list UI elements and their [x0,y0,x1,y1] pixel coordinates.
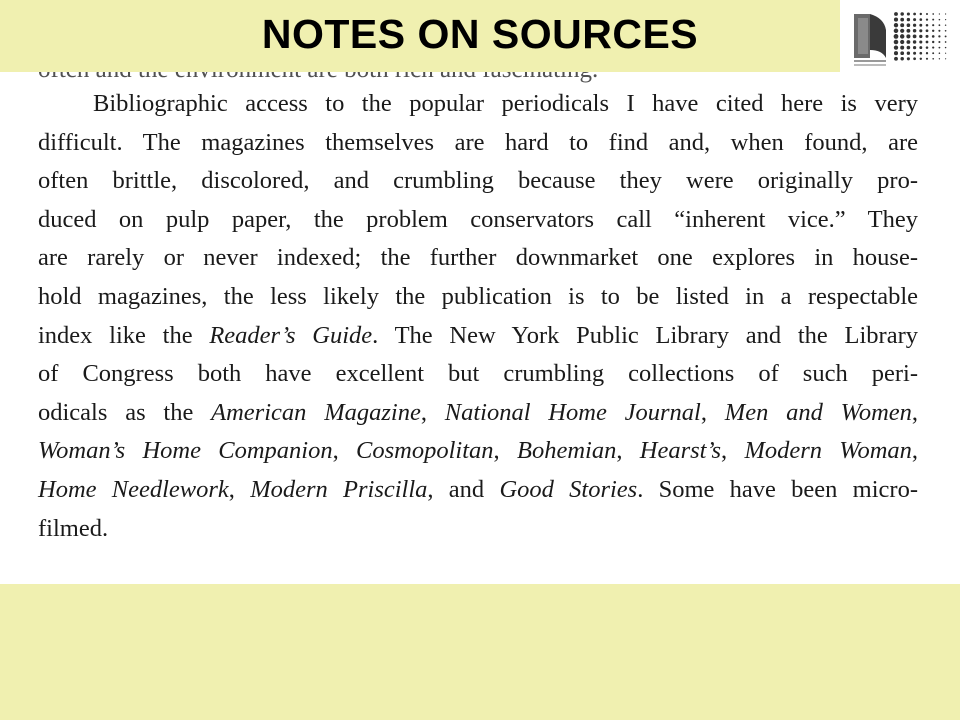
text-segment: , [493,437,517,465]
text-segment: , [911,398,919,426]
italic-title: Men and Women [724,398,912,426]
text-line [38,85,918,124]
italic-title: Woman’s Home Companion [38,437,333,465]
scanned-paragraph [38,85,918,548]
text-line [38,239,918,278]
text-segment: , [228,475,251,503]
text-segment: , [332,437,357,465]
text-segment: Bibliographic access to the popular periodicals I have cited here is very [93,90,918,117]
text-line [38,510,918,549]
text-line [38,355,918,394]
text-line [38,471,918,510]
italic-title: Home Needlework [38,475,229,503]
text-segment: . Some have been micro- [637,475,918,503]
italic-title: Hearst’s [639,437,721,465]
text-line [38,278,918,317]
text-segment: duced on pulp paper, the problem conservators call “inherent vice.” They [38,205,918,233]
italic-title: Reader’s Guide [209,321,373,349]
text-line [38,317,918,356]
text-segment: , [420,398,445,426]
text-segment: often brittle, discolored, and crumbling because they were originally pro- [38,167,918,195]
text-line [38,162,918,201]
text-segment: , [616,437,640,465]
italic-title: Cosmopolitan [356,437,494,465]
text-segment: . The New York Public Library and the Library [372,321,918,349]
italic-title: Modern Woman [744,437,912,465]
text-segment: of Congress both have excellent but crumbling collections of such peri- [38,360,918,388]
italic-title: National Home Journal [444,398,701,426]
text-line [38,432,918,471]
text-line [38,201,918,240]
text-segment: , [721,437,745,465]
text-line [38,124,918,163]
italic-title: Good Stories [499,475,638,503]
text-segment: , and [427,475,500,503]
text-segment: odicals as the [38,398,212,426]
italic-title: Modern Priscilla [250,475,428,503]
italic-title: American Magazine [211,398,421,426]
text-segment: difficult. The magazines themselves are hard to find and, when found, are [38,128,918,156]
text-line [38,394,918,433]
page-title: NOTES ON SOURCES [261,11,699,57]
text-segment: index like the [38,321,210,349]
text-segment: , [700,398,725,426]
text-segment: hold magazines, the less likely the publication is to be listed in a respectable [38,282,918,310]
scanned-page-excerpt [0,72,960,584]
text-segment: filmed. [38,514,109,542]
italic-title: Bohemian [516,437,617,465]
text-segment: are rarely or never indexed; the further downmarket one explores in house- [38,244,918,272]
text-segment: , [911,437,919,465]
